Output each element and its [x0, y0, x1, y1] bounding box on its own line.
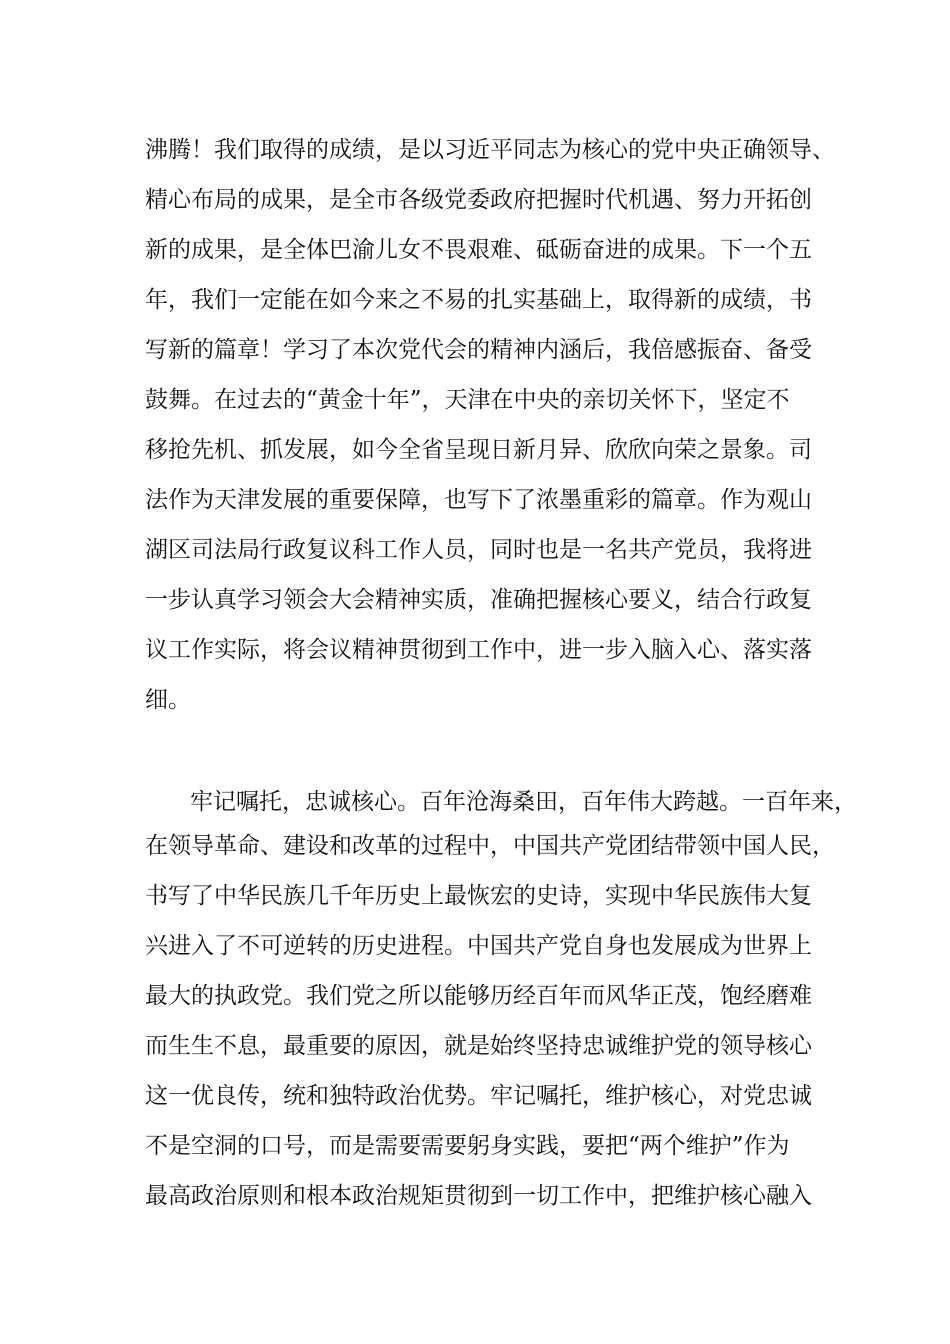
text-line: 移抢先机、抓发展，如今全省呈现日新月异、欣欣向荣之景象。司: [145, 437, 812, 463]
text-line: 沸腾！我们取得的成绩，是以习近平同志为核心的党中央正确领导、: [145, 137, 835, 163]
text-line: 法作为天津发展的重要保障，也写下了浓墨重彩的篇章。作为观山: [145, 487, 812, 513]
text-line: 湖区司法局行政复议科工作人员，同时也是一名共产党员，我将进: [145, 537, 812, 563]
text-line: 牢记嘱托，忠诚核心。百年沧海桑田，百年伟大跨越。一百年来，: [190, 789, 857, 815]
text-line: 在领导革命、建设和改革的过程中，中国共产党团结带领中国人民，: [145, 833, 835, 859]
text-line: 最大的执政党。我们党之所以能够历经百年而风华正茂，饱经磨难: [145, 983, 812, 1009]
text-line: 年，我们一定能在如今来之不易的扎实基础上，取得新的成绩，书: [145, 287, 812, 313]
text-line: 这一优良传，统和独特政治优势。牢记嘱托，维护核心，对党忠诚: [145, 1083, 812, 1109]
text-line: 不是空洞的口号，而是需要需要躬身实践，要把“两个维护”作为: [145, 1133, 790, 1159]
text-line: 而生生不息，最重要的原因，就是始终坚持忠诚维护党的领导核心: [145, 1033, 812, 1059]
text-line: 议工作实际，将会议精神贯彻到工作中，进一步入脑入心、落实落: [145, 637, 812, 663]
text-line: 细。: [145, 687, 191, 713]
text-line: 书写了中华民族几千年历史上最恢宏的史诗，实现中华民族伟大复: [145, 883, 812, 909]
text-line: 鼓舞。在过去的“黄金十年”，天津在中央的亲切关怀下，坚定不: [145, 387, 790, 413]
text-line: 新的成果，是全体巴渝儿女不畏艰难、砥砺奋进的成果。下一个五: [145, 237, 812, 263]
text-line: 精心布局的成果，是全市各级党委政府把握时代机遇、努力开拓创: [145, 187, 812, 213]
text-line: 最高政治原则和根本政治规矩贯彻到一切工作中，把维护核心融入: [145, 1183, 812, 1209]
text-line: 写新的篇章！学习了本次党代会的精神内涵后，我倍感振奋、备受: [145, 337, 812, 363]
text-line: 兴进入了不可逆转的历史进程。中国共产党自身也发展成为世界上: [145, 933, 812, 959]
text-line: 一步认真学习领会大会精神实质，准确把握核心要义，结合行政复: [145, 587, 812, 613]
